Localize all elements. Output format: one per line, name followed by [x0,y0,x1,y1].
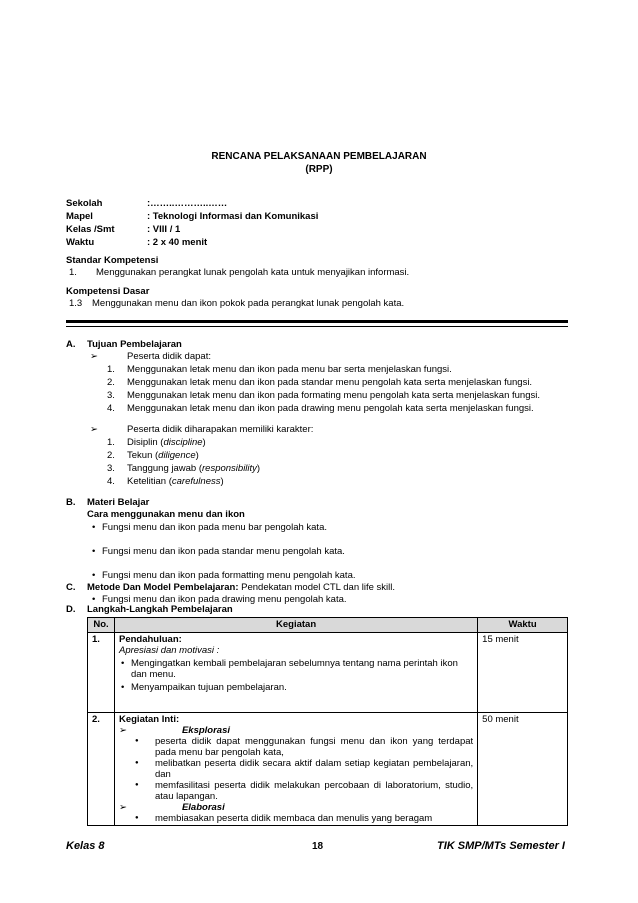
footer-right: TIK SMP/MTs Semester I [437,840,565,852]
section-a-intro-2: Peserta didik diharapakan memiliki karakter: [127,424,314,435]
table-row [88,633,568,713]
section-b-heading: Materi Belajar [87,497,150,508]
material-item: • Fungsi menu dan ikon pada standar menu pengolah kata. [90,546,638,557]
arrow-bullet-icon: ➢ [90,424,98,435]
activity-bullet: ● melibatkan peserta didik secara aktif dalam setiap kegiatan pembelajaran, dan [119,758,473,780]
objective-text: Menggunakan letak menu dan ikon pada standar menu pengolah kata serta menjelaskan fungsi. [127,377,533,388]
divider-thin [66,326,568,327]
row-activity [114,713,477,826]
character-item: Tekun (diligence) [127,450,199,461]
row-time: 50 menit [478,713,568,826]
row-time: 15 menit [478,633,568,713]
row-activity [114,633,477,713]
section-c-line: Metode Dan Model Pembelajaran: Pendekatan model CTL dan life skill. [87,582,395,593]
objective-text: Menggunakan letak menu dan ikon pada menu bar serta menjelaskan fungsi. [127,364,452,375]
identity-label-class: Kelas /Smt [66,224,115,235]
arrow-bullet-icon: ➢ [118,802,127,813]
footer-left: Kelas 8 [66,840,105,852]
character-item: Ketelitian (carefulness) [127,476,224,487]
objective-text: Menggunakan letak menu dan ikon pada drawing menu pengolah kata serta menjelaskan fungsi. [127,403,534,414]
material-item: • Fungsi menu dan ikon pada menu bar pengolah kata. [90,522,638,533]
identity-value-school: :……..………..…… [147,198,228,209]
activity-bullet: • Menyampaikan tujuan pembelajaran. [119,682,473,693]
objective-number: 3. [107,390,115,401]
phase-line [119,725,473,736]
section-c-letter: C. [66,582,76,593]
phase-line [119,802,473,813]
activity-bullet: ● memfasilitasi peserta didik melakukan percobaan di laboratorium, studio, atau lapangan. [119,780,473,802]
kd-heading: Kompetensi Dasar [66,286,150,297]
section-a-intro-1: Peserta didik dapat: [127,351,211,362]
row-heading: Pendahuluan: [118,634,182,645]
sk-text: Menggunakan perangkat lunak pengolah kata untuk menyajikan informasi. [96,267,410,278]
kd-text: Menggunakan menu dan ikon pokok pada perangkat lunak pengolah kata. [92,298,405,309]
table-header-row [88,618,568,633]
activity-bullet: ● peserta didik dapat menggunakan fungsi menu dan ikon yang terdapat pada menu bar pengolah kata, [119,736,473,758]
objective-number: 1. [107,364,115,375]
sk-number: 1. [69,267,77,278]
character-number: 1. [107,437,115,448]
identity-value-class: : VIII / 1 [147,224,181,235]
column-header-no: No. [88,618,115,633]
document-title: RENCANA PELAKSANAAN PEMBELAJARAN [211,151,427,162]
section-b-subheading: Cara menggunakan menu dan ikon [87,509,245,520]
kd-number: 1.3 [69,298,83,309]
section-a-heading: Tujuan Pembelajaran [87,339,182,350]
character-number: 4. [107,476,115,487]
material-item: • Fungsi menu dan ikon pada drawing menu pengolah kata. [90,594,638,605]
activity-bullet: • Mengingatkan kembali pembelajaran sebelumnya tentang nama perintah ikon dan menu. [119,658,473,680]
objective-number: 4. [107,403,115,414]
phase-title: Eksplorasi [181,725,231,736]
character-number: 2. [107,450,115,461]
identity-label-subject: Mapel [66,211,93,222]
page-number: 18 [312,841,324,852]
activity-bullet: ● membiasakan peserta didik membaca dan menulis yang beragam [119,813,473,824]
divider-thick [66,320,568,323]
character-item: Tanggung jawab (responsibility) [127,463,261,474]
row-subheading: Apresiasi dan motivasi : [118,645,220,656]
row-heading: Kegiatan Inti: [118,714,180,725]
identity-label-school: Sekolah [66,198,103,209]
objective-number: 2. [107,377,115,388]
identity-label-time: Waktu [66,237,95,248]
row-number: 2. [88,713,115,826]
arrow-bullet-icon: ➢ [118,725,127,736]
column-header-time: Waktu [478,618,568,633]
material-item: • Fungsi menu dan ikon pada formatting menu pengolah kata. [90,570,638,581]
document-subtitle: (RPP) [305,164,333,175]
phase-title: Elaborasi [181,802,225,813]
section-d-heading: Langkah-Langkah Pembelajaran [87,604,233,615]
arrow-bullet-icon: ➢ [90,351,98,362]
identity-value-subject: : Teknologi Informasi dan Komunikasi [147,211,319,222]
column-header-activity: Kegiatan [114,618,477,633]
section-d-letter: D. [66,604,76,615]
objective-text: Menggunakan letak menu dan ikon pada formating menu pengolah kata serta menjelaskan fungsi. [127,390,540,401]
activities-table [87,617,568,826]
row-number: 1. [88,633,115,713]
character-number: 3. [107,463,115,474]
sk-heading: Standar Kompetensi [66,255,159,266]
character-item: Disiplin (discipline) [127,437,206,448]
table-row [88,713,568,826]
identity-value-time: : 2 x 40 menit [147,237,208,248]
section-a-letter: A. [66,339,76,350]
section-b-letter: B. [66,497,76,508]
